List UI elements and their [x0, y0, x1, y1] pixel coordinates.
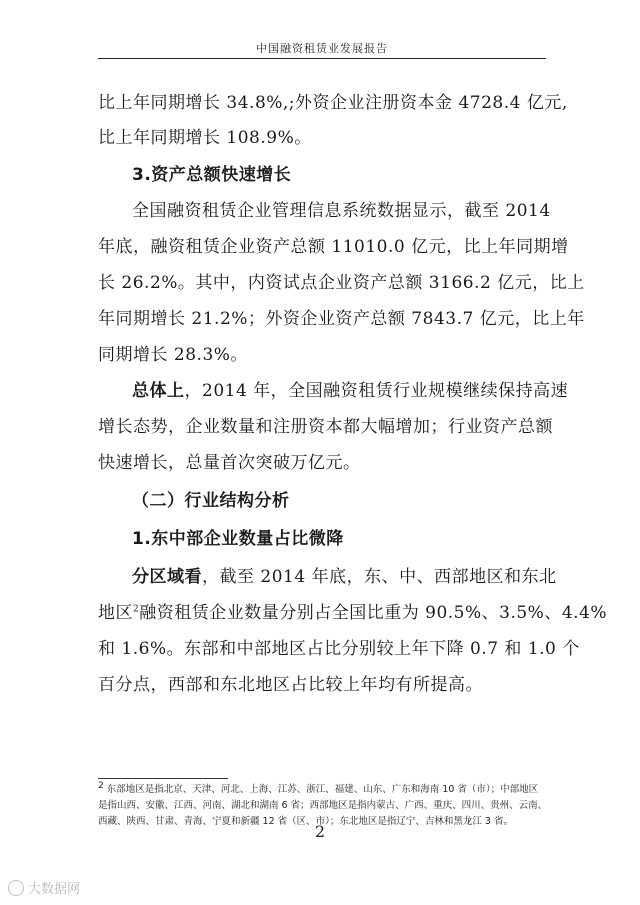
footnote-line: 西藏、陕西、甘肃、青海、宁夏和新疆 12 省（区、市）；东北地区是指辽宁、吉林和黑龙江 3 省。 [98, 816, 513, 827]
page-number: 2 [314, 822, 326, 841]
paragraph-line [98, 602, 607, 624]
paragraph-line: 增长态势，企业数量和注册资本都大幅增加；行业资产总额 [98, 417, 553, 437]
watermark-logo-icon [8, 880, 24, 896]
paragraph-line: 比上年同期增长 34.8%,;外资企业注册资本金 4728.4 亿元, [98, 93, 568, 113]
lead-phrase: 分区域看 [132, 567, 202, 587]
section-heading-1: 1.东中部企业数量占比微降 [132, 529, 344, 549]
paragraph-line: 快速增长，总量首次突破万亿元。 [98, 453, 361, 473]
paragraph-line: 年同期增长 21.2%；外资企业资产总额 7843.7 亿元，比上年 [98, 309, 585, 329]
paragraph-line: 和 1.6%。东部和中部地区占比分别较上年下降 0.7 和 1.0 个 [98, 639, 580, 659]
watermark [8, 878, 80, 897]
lead-phrase: 总体上 [132, 381, 185, 401]
line-text: ，2014 年，全国融资租赁行业规模继续保持高速 [184, 381, 569, 401]
line-text: 地区 [98, 603, 133, 623]
section-heading-3: 3.资产总额快速增长 [132, 165, 292, 185]
footnote-line [98, 782, 548, 798]
paragraph-line: 同期增长 28.3%。 [98, 345, 248, 365]
paragraph-line [132, 566, 557, 588]
footnote-line: 是指山西、安徽、江西、河南、湖北和湖南 6 省；西部地区是指内蒙古、广西、重庆、四川、贵州、云南、 [98, 800, 548, 811]
paragraph-line: 年底，融资租赁企业资产总额 11010.0 亿元，比上年同期增 [98, 237, 569, 257]
line-text: 融资租赁企业数量分别占全国比重为 90.5%、3.5%、4.4% [139, 603, 608, 623]
footnote-divider [98, 778, 228, 779]
paragraph-line: 比上年同期增长 108.9%。 [98, 128, 312, 148]
footnote-ref[interactable]: 2 [133, 604, 140, 615]
paragraph-line: 百分点，西部和东北地区占比较上年均有所提高。 [98, 675, 483, 695]
header-divider [98, 58, 546, 59]
watermark-text: 大数据网 [28, 882, 81, 897]
line-text: 东部地区是指北京、天津、河北、上海、江苏、浙江、福建、山东、广东和海南 10 省（市）；中部地区 [106, 784, 539, 795]
paragraph-line: 全国融资租赁企业管理信息系统数据显示，截至 2014 [132, 201, 551, 221]
footnote-mark: 2 [98, 780, 104, 791]
section-heading-2: （二）行业结构分析 [132, 491, 290, 511]
paragraph-line: 长 26.2%。其中，内资试点企业资产总额 3166.2 亿元，比上 [98, 273, 585, 293]
paragraph-line [132, 380, 568, 402]
page-header-title: 中国融资租赁业发展报告 [256, 42, 388, 55]
line-text: ，截至 2014 年底，东、中、西部地区和东北 [202, 567, 557, 587]
